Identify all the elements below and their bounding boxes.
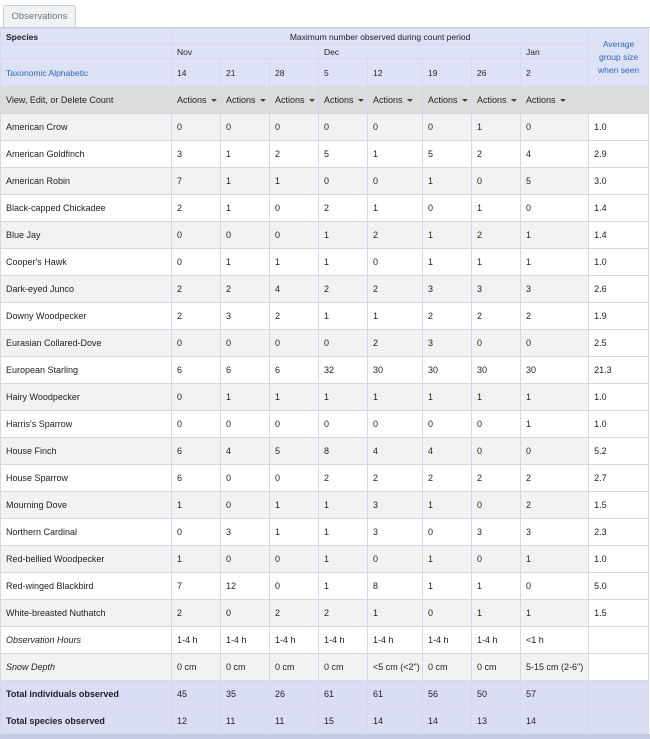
count-cell: 1 — [221, 384, 270, 411]
count-cell: 2 — [472, 141, 521, 168]
count-cell: 0 — [172, 384, 221, 411]
tab-observations[interactable]: Observations — [3, 5, 76, 27]
actions-dropdown-4[interactable] — [368, 87, 423, 114]
count-cell: 1 — [472, 600, 521, 627]
view-edit-delete-label: View, Edit, or Delete Count — [1, 87, 172, 114]
count-cell: 2 — [319, 465, 368, 492]
count-cell: 1 — [472, 195, 521, 222]
count-date-2: 28 — [270, 59, 319, 87]
total-individuals-row-value: 56 — [423, 681, 472, 708]
count-cell: 2 — [319, 195, 368, 222]
count-cell: 0 — [221, 465, 270, 492]
snow-depth-row-value: 0 cm — [172, 654, 221, 681]
total-species-row-value: 13 — [472, 708, 521, 735]
total-individuals-row-value: 57 — [521, 681, 589, 708]
count-cell: 1 — [221, 195, 270, 222]
count-cell: 1 — [472, 573, 521, 600]
species-name: Downy Woodpecker — [1, 303, 172, 330]
count-cell: 1 — [221, 168, 270, 195]
total-species-row-value: 15 — [319, 708, 368, 735]
count-cell: 0 — [521, 573, 589, 600]
count-cell: 1 — [521, 546, 589, 573]
count-cell: 2 — [172, 303, 221, 330]
count-cell: 30 — [521, 357, 589, 384]
caret-down-icon — [309, 99, 315, 102]
count-cell: 7 — [172, 573, 221, 600]
count-cell: 30 — [472, 357, 521, 384]
total-species-row-value: 14 — [521, 708, 589, 735]
table-row — [1, 519, 649, 546]
species-name: Mourning Dove — [1, 492, 172, 519]
count-cell: 1 — [472, 114, 521, 141]
species-name: Red-bellied Woodpecker — [1, 546, 172, 573]
table-row — [1, 303, 649, 330]
table-row — [1, 168, 649, 195]
observation-hours-row — [1, 627, 649, 654]
count-cell: 5 — [319, 141, 368, 168]
actions-label: Actions — [324, 95, 354, 105]
total-species-row-value: 14 — [368, 708, 423, 735]
count-cell: 0 — [368, 168, 423, 195]
count-date-3: 5 — [319, 59, 368, 87]
caret-down-icon — [211, 99, 217, 102]
species-name: House Sparrow — [1, 465, 172, 492]
table-row — [1, 384, 649, 411]
count-cell: 2 — [472, 222, 521, 249]
count-cell: 30 — [368, 357, 423, 384]
species-name: American Goldfinch — [1, 141, 172, 168]
table-row — [1, 465, 649, 492]
caret-down-icon — [407, 99, 413, 102]
actions-dropdown-7[interactable] — [521, 87, 589, 114]
count-cell: 0 — [368, 411, 423, 438]
count-cell: 0 — [472, 546, 521, 573]
total-species-row-value: 12 — [172, 708, 221, 735]
actions-label: Actions — [226, 95, 256, 105]
count-cell: 7 — [172, 168, 221, 195]
total-individuals-row-avg — [589, 681, 649, 708]
count-cell: 2 — [368, 276, 423, 303]
average-group-size: 1.0 — [589, 546, 649, 573]
count-cell: 1 — [221, 249, 270, 276]
table-row — [1, 195, 649, 222]
count-cell: 1 — [319, 303, 368, 330]
count-cell: 0 — [221, 546, 270, 573]
count-cell: 0 — [172, 330, 221, 357]
snow-depth-row — [1, 654, 649, 681]
count-cell: 0 — [368, 546, 423, 573]
count-cell: 1 — [472, 384, 521, 411]
count-cell: 1 — [521, 384, 589, 411]
count-cell: 1 — [319, 249, 368, 276]
count-cell: 2 — [368, 222, 423, 249]
max-observed-header: Maximum number observed during count period — [172, 29, 589, 45]
table-row — [1, 438, 649, 465]
snow-depth-row-value: 5-15 cm (2-6") — [521, 654, 589, 681]
observation-hours-row-value: 1-4 h — [368, 627, 423, 654]
average-group-size: 5.0 — [589, 573, 649, 600]
snow-depth-row-value: 0 cm — [472, 654, 521, 681]
count-cell: 4 — [270, 276, 319, 303]
average-group-size: 1.5 — [589, 600, 649, 627]
count-cell: 3 — [472, 519, 521, 546]
count-cell: 0 — [270, 222, 319, 249]
total-species-row-value: 11 — [270, 708, 319, 735]
count-cell: 1 — [521, 222, 589, 249]
count-cell: 1 — [368, 384, 423, 411]
table-row — [1, 276, 649, 303]
count-cell: 1 — [423, 492, 472, 519]
average-group-size: 2.6 — [589, 276, 649, 303]
count-cell: 8 — [368, 573, 423, 600]
count-cell: 0 — [319, 114, 368, 141]
species-name: Black-capped Chickadee — [1, 195, 172, 222]
count-cell: 6 — [270, 357, 319, 384]
count-cell: 4 — [221, 438, 270, 465]
count-cell: 0 — [221, 411, 270, 438]
species-name: Dark-eyed Junco — [1, 276, 172, 303]
count-cell: 0 — [172, 519, 221, 546]
count-cell: 0 — [423, 519, 472, 546]
count-cell: 1 — [319, 384, 368, 411]
average-group-size: 1.0 — [589, 249, 649, 276]
count-cell: 4 — [423, 438, 472, 465]
count-cell: 3 — [221, 519, 270, 546]
table-row — [1, 222, 649, 249]
table-row — [1, 573, 649, 600]
actions-dropdown-5[interactable] — [423, 87, 472, 114]
species-name: Harris's Sparrow — [1, 411, 172, 438]
count-cell: 0 — [221, 492, 270, 519]
count-cell: 1 — [270, 492, 319, 519]
species-name: Cooper's Hawk — [1, 249, 172, 276]
count-cell: 0 — [319, 168, 368, 195]
observation-hours-row-value: 1-4 h — [472, 627, 521, 654]
count-cell: 0 — [472, 330, 521, 357]
caret-down-icon — [260, 99, 266, 102]
count-date-6: 26 — [472, 59, 521, 87]
count-cell: 1 — [172, 546, 221, 573]
species-name: White-breasted Nuthatch — [1, 600, 172, 627]
count-cell: 0 — [270, 411, 319, 438]
count-cell: 1 — [423, 222, 472, 249]
average-group-size: 5.2 — [589, 438, 649, 465]
count-cell: 1 — [423, 168, 472, 195]
actions-label: Actions — [526, 95, 556, 105]
count-cell: 3 — [221, 303, 270, 330]
count-cell: 0 — [423, 600, 472, 627]
species-name: Hairy Woodpecker — [1, 384, 172, 411]
average-group-size-header[interactable]: Average group size when seen — [589, 29, 649, 87]
count-cell: 0 — [368, 114, 423, 141]
count-date-0: 14 — [172, 59, 221, 87]
total-individuals-row-value: 61 — [368, 681, 423, 708]
snow-depth-row-value: 0 cm — [423, 654, 472, 681]
count-cell: 1 — [368, 141, 423, 168]
count-cell: 1 — [270, 519, 319, 546]
tab-bar — [0, 0, 650, 28]
count-cell: 4 — [368, 438, 423, 465]
count-cell: 0 — [172, 411, 221, 438]
count-cell: 3 — [521, 276, 589, 303]
count-cell: 0 — [319, 411, 368, 438]
count-cell: 1 — [368, 195, 423, 222]
snow-depth-row-value: <5 cm (<2") — [368, 654, 423, 681]
average-group-size: 21.3 — [589, 357, 649, 384]
observation-hours-row-value: 1-4 h — [270, 627, 319, 654]
count-cell: 0 — [270, 546, 319, 573]
average-group-size: 1.4 — [589, 195, 649, 222]
total-species-row-value: 11 — [221, 708, 270, 735]
count-cell: 4 — [521, 141, 589, 168]
count-cell: 5 — [521, 168, 589, 195]
observations-table — [0, 28, 649, 735]
count-cell: 0 — [172, 114, 221, 141]
observation-hours-row-value: 1-4 h — [172, 627, 221, 654]
average-group-size: 2.5 — [589, 330, 649, 357]
table-row — [1, 249, 649, 276]
average-group-size: 1.0 — [589, 384, 649, 411]
count-cell: 1 — [270, 249, 319, 276]
species-header: Species — [1, 29, 172, 45]
actions-label: Actions — [477, 95, 507, 105]
species-name: American Crow — [1, 114, 172, 141]
count-cell: 0 — [270, 195, 319, 222]
count-cell: 6 — [172, 438, 221, 465]
count-cell: 2 — [521, 492, 589, 519]
count-cell: 1 — [319, 519, 368, 546]
count-cell: 0 — [423, 411, 472, 438]
species-name: American Robin — [1, 168, 172, 195]
count-cell: 8 — [319, 438, 368, 465]
average-group-size: 1.0 — [589, 114, 649, 141]
total-species-row — [1, 708, 649, 735]
count-cell: 0 — [521, 330, 589, 357]
average-group-size: 2.9 — [589, 141, 649, 168]
observation-hours-row-label: Observation Hours — [1, 627, 172, 654]
count-date-7: 2 — [521, 59, 589, 87]
count-cell: 1 — [423, 546, 472, 573]
total-individuals-row-value: 35 — [221, 681, 270, 708]
count-cell: 3 — [368, 519, 423, 546]
snow-depth-row-value: 0 cm — [319, 654, 368, 681]
count-cell: 0 — [423, 114, 472, 141]
table-row — [1, 546, 649, 573]
count-cell: 0 — [221, 330, 270, 357]
actions-label: Actions — [373, 95, 403, 105]
total-species-row-avg — [589, 708, 649, 735]
average-group-size: 2.7 — [589, 465, 649, 492]
total-individuals-row-value: 26 — [270, 681, 319, 708]
species-name: Eurasian Collared-Dove — [1, 330, 172, 357]
caret-down-icon — [358, 99, 364, 102]
observation-hours-row-value: 1-4 h — [221, 627, 270, 654]
total-individuals-row-value: 61 — [319, 681, 368, 708]
observation-hours-row-value: 1-4 h — [319, 627, 368, 654]
observation-hours-row-value: 1-4 h — [423, 627, 472, 654]
count-cell: 1 — [423, 384, 472, 411]
count-cell: 1 — [221, 141, 270, 168]
actions-spacer — [589, 87, 649, 114]
total-species-row-label: Total species observed — [1, 708, 172, 735]
month-nov: Nov — [172, 45, 319, 59]
count-cell: 3 — [521, 519, 589, 546]
count-cell: 0 — [423, 195, 472, 222]
count-cell: 1 — [521, 411, 589, 438]
count-cell: 1 — [319, 492, 368, 519]
count-cell: 0 — [472, 411, 521, 438]
count-cell: 2 — [521, 465, 589, 492]
count-cell: 1 — [319, 546, 368, 573]
caret-down-icon — [560, 99, 566, 102]
count-cell: 2 — [319, 600, 368, 627]
table-row — [1, 492, 649, 519]
count-cell: 3 — [172, 141, 221, 168]
count-cell: 2 — [221, 276, 270, 303]
table-row — [1, 411, 649, 438]
count-cell: 1 — [319, 573, 368, 600]
average-group-size: 1.0 — [589, 411, 649, 438]
average-group-size: 1.5 — [589, 492, 649, 519]
count-cell: 0 — [221, 600, 270, 627]
count-cell: 5 — [423, 141, 472, 168]
count-cell: 0 — [521, 114, 589, 141]
count-cell: 1 — [521, 249, 589, 276]
count-cell: 3 — [472, 276, 521, 303]
actions-label: Actions — [428, 95, 458, 105]
count-cell: 0 — [221, 222, 270, 249]
count-cell: 2 — [368, 330, 423, 357]
snow-depth-row-avg — [589, 654, 649, 681]
count-cell: 1 — [270, 384, 319, 411]
actions-dropdown-6[interactable] — [472, 87, 521, 114]
count-cell: 0 — [368, 249, 423, 276]
count-cell: 1 — [319, 222, 368, 249]
count-cell: 0 — [172, 222, 221, 249]
species-name: Northern Cardinal — [1, 519, 172, 546]
count-cell: 2 — [172, 600, 221, 627]
count-cell: 6 — [172, 465, 221, 492]
count-cell: 3 — [423, 276, 472, 303]
observation-hours-row-avg — [589, 627, 649, 654]
count-date-1: 21 — [221, 59, 270, 87]
actions-dropdown-2[interactable] — [270, 87, 319, 114]
count-date-5: 19 — [423, 59, 472, 87]
total-individuals-row-label: Total individuals observed — [1, 681, 172, 708]
count-cell: 2 — [172, 195, 221, 222]
table-row — [1, 600, 649, 627]
observation-hours-row-value: <1 h — [521, 627, 589, 654]
count-cell: 1 — [472, 249, 521, 276]
table-row — [1, 330, 649, 357]
average-group-size: 2.3 — [589, 519, 649, 546]
count-cell: 6 — [172, 357, 221, 384]
count-cell: 0 — [319, 330, 368, 357]
caret-down-icon — [462, 99, 468, 102]
count-cell: 32 — [319, 357, 368, 384]
count-cell: 2 — [270, 141, 319, 168]
count-cell: 5 — [270, 438, 319, 465]
count-cell: 2 — [319, 276, 368, 303]
taxonomic-alphabetic-sort-link[interactable]: Taxonomic Alphabetic — [1, 59, 172, 87]
count-cell: 0 — [472, 438, 521, 465]
count-cell: 3 — [368, 492, 423, 519]
total-species-row-value: 14 — [423, 708, 472, 735]
species-name: Blue Jay — [1, 222, 172, 249]
average-group-size: 3.0 — [589, 168, 649, 195]
count-cell: 1 — [270, 168, 319, 195]
count-cell: 1 — [423, 573, 472, 600]
total-individuals-row-value: 45 — [172, 681, 221, 708]
count-cell: 2 — [423, 303, 472, 330]
footer-bar — [0, 734, 650, 739]
actions-label: Actions — [275, 95, 305, 105]
species-name: European Starling — [1, 357, 172, 384]
species-name: Red-winged Blackbird — [1, 573, 172, 600]
species-name: House Finch — [1, 438, 172, 465]
count-cell: 0 — [472, 492, 521, 519]
total-individuals-row-value: 50 — [472, 681, 521, 708]
count-cell: 1 — [368, 600, 423, 627]
count-cell: 0 — [172, 249, 221, 276]
count-cell: 2 — [172, 276, 221, 303]
actions-dropdown-0[interactable] — [172, 87, 221, 114]
count-cell: 1 — [368, 303, 423, 330]
count-cell: 1 — [172, 492, 221, 519]
snow-depth-row-value: 0 cm — [221, 654, 270, 681]
count-cell: 2 — [368, 465, 423, 492]
count-cell: 2 — [270, 303, 319, 330]
count-cell: 0 — [270, 114, 319, 141]
count-cell: 3 — [423, 330, 472, 357]
count-cell: 6 — [221, 357, 270, 384]
count-cell: 0 — [270, 330, 319, 357]
count-cell: 2 — [521, 303, 589, 330]
count-cell: 0 — [521, 195, 589, 222]
caret-down-icon — [511, 99, 517, 102]
count-cell: 2 — [472, 303, 521, 330]
snow-depth-row-label: Snow Depth — [1, 654, 172, 681]
count-cell: 1 — [521, 600, 589, 627]
month-dec: Dec — [319, 45, 521, 59]
count-date-4: 12 — [368, 59, 423, 87]
count-cell: 0 — [270, 573, 319, 600]
average-group-size: 1.4 — [589, 222, 649, 249]
table-row — [1, 114, 649, 141]
count-cell: 0 — [270, 465, 319, 492]
count-cell: 2 — [270, 600, 319, 627]
actions-dropdown-1[interactable] — [221, 87, 270, 114]
count-cell: 1 — [423, 249, 472, 276]
count-cell: 30 — [423, 357, 472, 384]
table-row — [1, 357, 649, 384]
count-cell: 0 — [221, 114, 270, 141]
month-jan: Jan — [521, 45, 589, 59]
count-cell: 0 — [472, 168, 521, 195]
actions-label: Actions — [177, 95, 207, 105]
count-cell: 2 — [423, 465, 472, 492]
average-group-size: 1.9 — [589, 303, 649, 330]
snow-depth-row-value: 0 cm — [270, 654, 319, 681]
actions-dropdown-3[interactable] — [319, 87, 368, 114]
count-cell: 2 — [472, 465, 521, 492]
count-cell: 12 — [221, 573, 270, 600]
count-cell: 0 — [521, 438, 589, 465]
table-row — [1, 141, 649, 168]
total-individuals-row — [1, 681, 649, 708]
